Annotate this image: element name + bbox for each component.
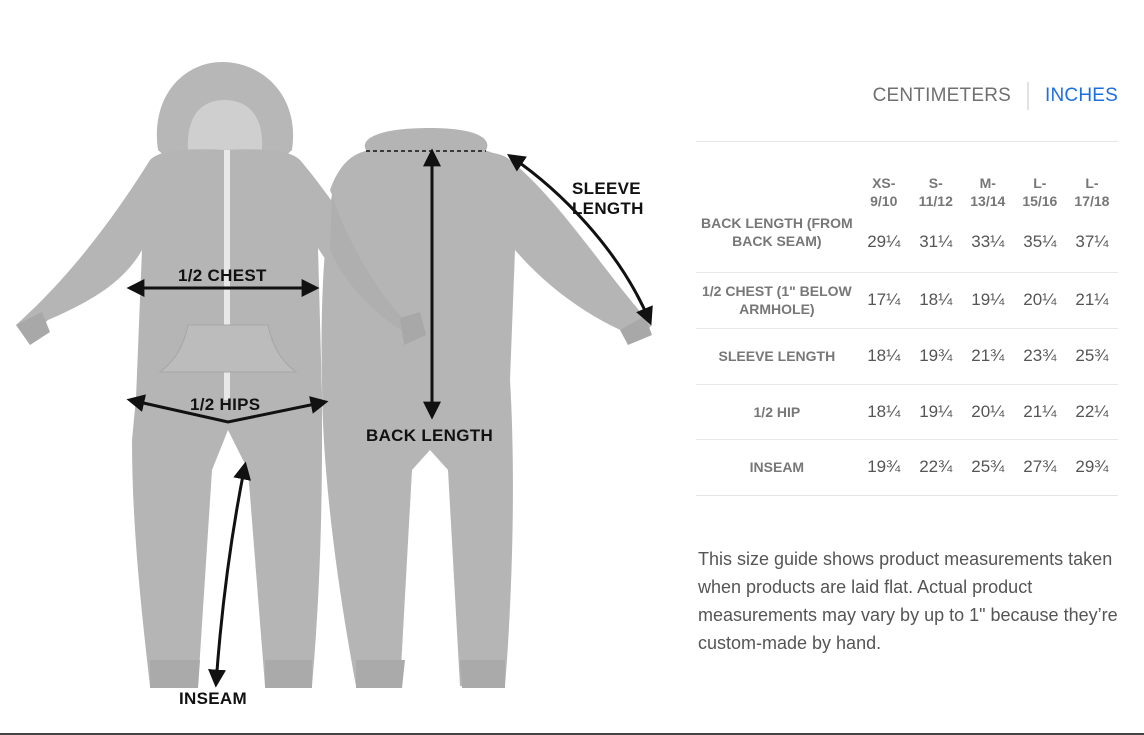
- table-cell: 19¾: [867, 457, 901, 476]
- table-cell: 27¾: [1023, 457, 1057, 476]
- row-label-sleeve-length: SLEEVE LENGTH: [718, 348, 836, 364]
- inseam-label: INSEAM: [179, 689, 247, 708]
- row-label-half-hip: 1/2 HIP: [753, 403, 801, 420]
- half-hips-label: 1/2 HIPS: [190, 395, 261, 414]
- half-chest-label: 1/2 CHEST: [178, 266, 267, 285]
- row-label-back-length: BACK LENGTH (FROM BACK SEAM): [701, 215, 853, 249]
- unit-divider: [1027, 82, 1029, 110]
- size-header-row: [696, 142, 1118, 213]
- size-header-s: S- 11/12: [918, 175, 953, 209]
- table-cell: 29¾: [1075, 457, 1109, 476]
- table-cell: 18¼: [867, 401, 901, 421]
- table-row: [696, 384, 1118, 439]
- size-guide-note: This size guide shows product measurements taken when products are laid flat. Actual product measurements may vary by up to 1" because they’re custom-made by hand.: [698, 549, 1118, 653]
- table-cell: 20¼: [971, 401, 1005, 421]
- table-row: [696, 272, 1118, 328]
- table-cell: 19¼: [919, 401, 953, 421]
- table-cell: 19¾: [919, 346, 953, 365]
- sleeve-length-label-line2: LENGTH: [572, 199, 644, 218]
- table-cell: 18¼: [867, 346, 901, 365]
- table-cell: 23¾: [1023, 346, 1057, 365]
- sleeve-length-label-line1: SLEEVE: [572, 179, 641, 198]
- size-header-xs: XS- 9/10: [870, 175, 898, 209]
- table-cell: 21¼: [1075, 290, 1109, 309]
- table-cell: 19¼: [971, 290, 1005, 309]
- row-label-inseam: INSEAM: [749, 459, 805, 475]
- table-row: [696, 212, 1118, 272]
- table-row: [696, 328, 1118, 384]
- table-cell: 25¾: [1075, 346, 1109, 365]
- table-cell: 25¾: [971, 457, 1005, 476]
- table-row: [696, 439, 1118, 495]
- back-length-label: BACK LENGTH: [366, 426, 494, 445]
- table-cell: 37¼: [1075, 231, 1109, 251]
- table-cell: 18¼: [919, 290, 953, 309]
- table-cell: 22¼: [1075, 401, 1109, 421]
- centimeters-button[interactable]: CENTIMETERS: [872, 85, 1011, 106]
- unit-toggle: [868, 80, 1120, 112]
- size-header-l-1516: L- 15/16: [1022, 175, 1058, 209]
- corner-cell: [696, 142, 858, 213]
- table-cell: 33¼: [971, 231, 1005, 251]
- row-label-half-chest: 1/2 CHEST (1" BELOW ARMHOLE): [701, 283, 852, 317]
- table-cell: 20¼: [1023, 290, 1057, 309]
- table-cell: 29¼: [867, 231, 901, 251]
- size-header-l-1718: L- 17/18: [1074, 175, 1110, 209]
- size-table: [696, 141, 1118, 496]
- table-cell: 22¾: [919, 457, 953, 476]
- table-cell: 21¼: [1023, 401, 1057, 421]
- table-cell: 17¼: [867, 290, 901, 309]
- sleeve-length-label: [572, 179, 644, 219]
- table-cell: 31¼: [919, 231, 953, 251]
- table-cell: 21¾: [971, 346, 1005, 365]
- table-cell: 35¼: [1023, 231, 1057, 251]
- inches-button[interactable]: INCHES: [1045, 85, 1118, 106]
- size-header-m: M- 13/14: [970, 175, 1006, 209]
